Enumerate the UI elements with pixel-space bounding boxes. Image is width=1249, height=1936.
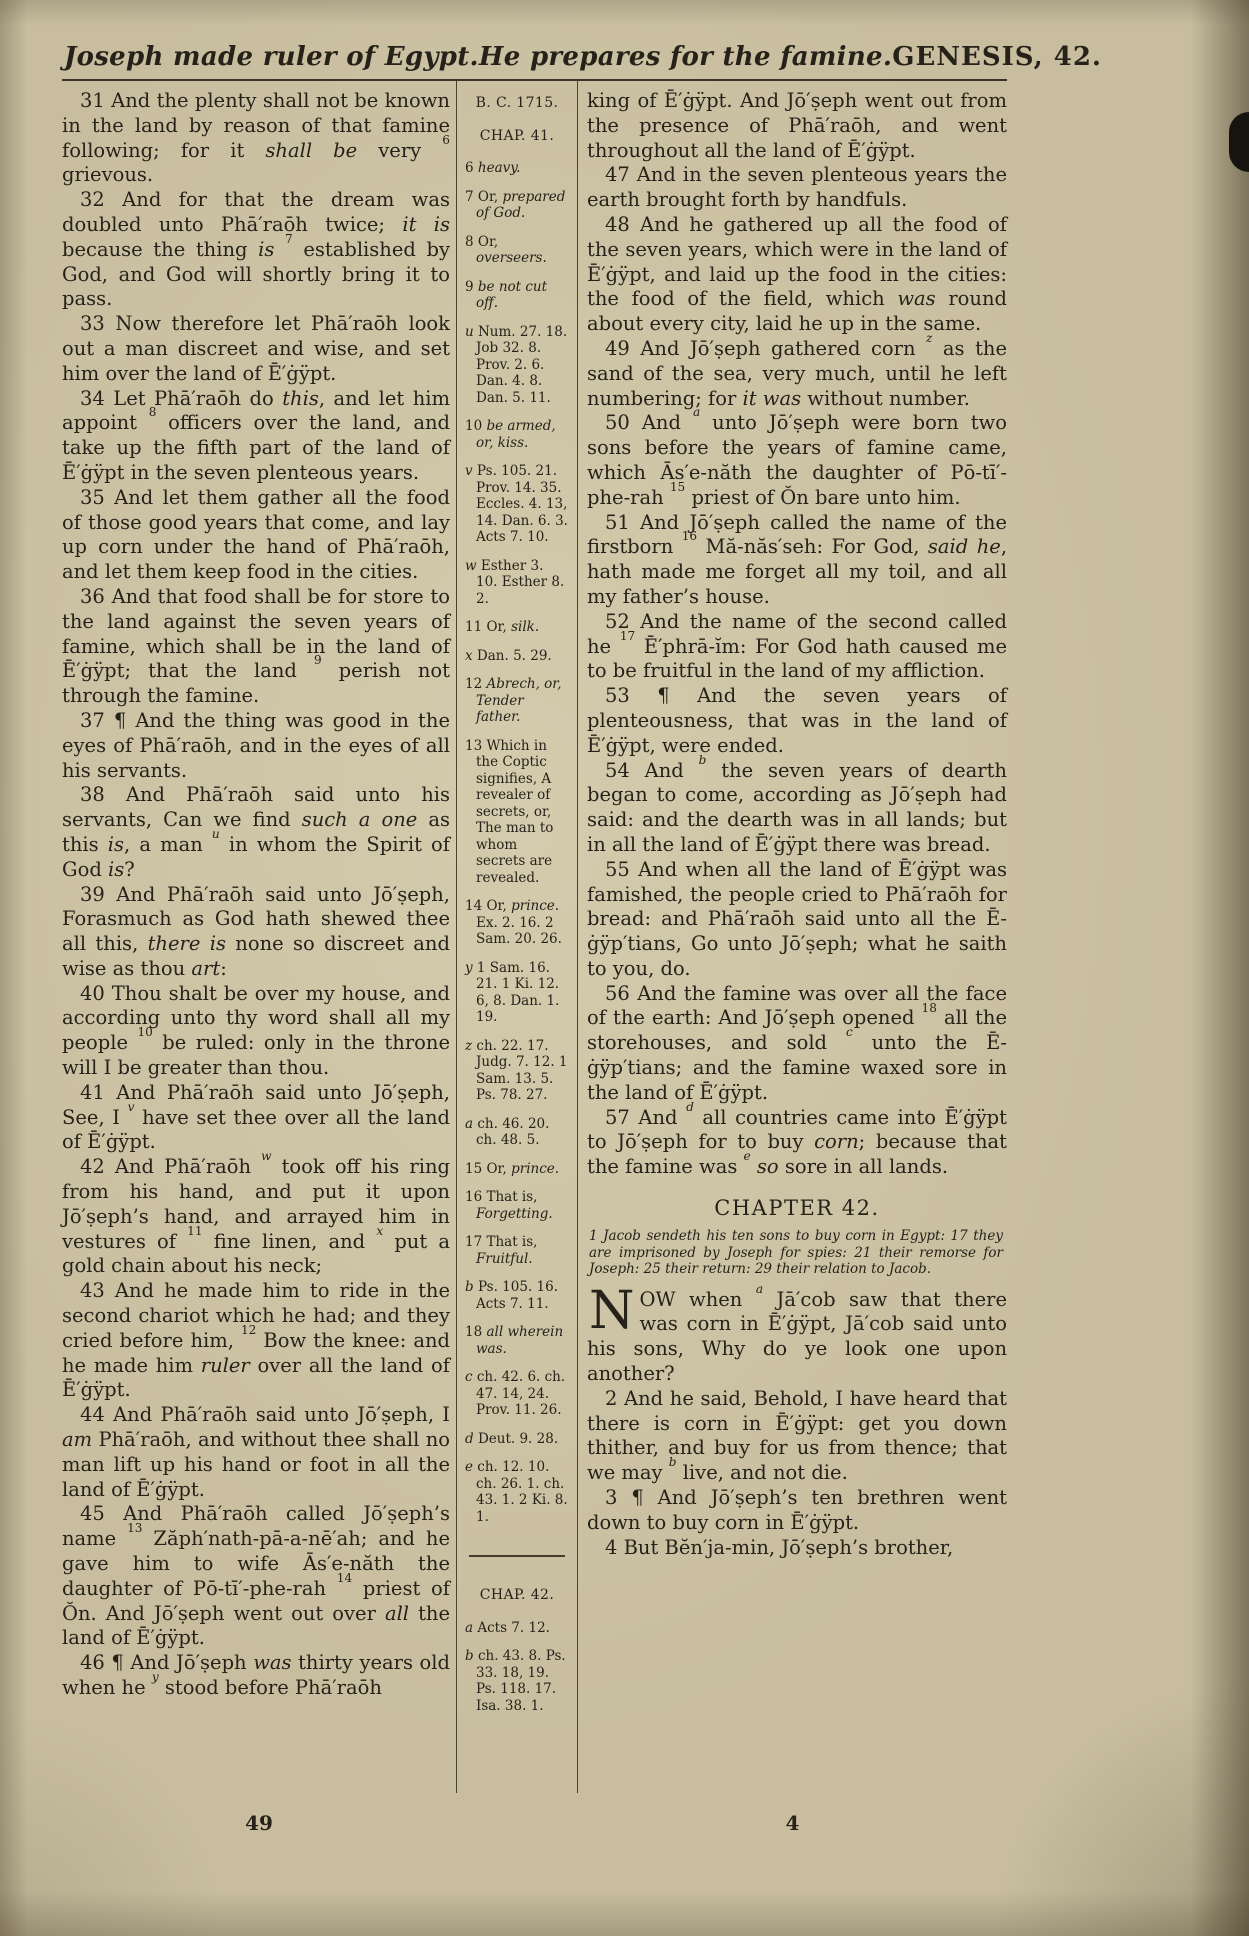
margin-note: b Ps. 105. 16. Acts 7. 11. [465, 1279, 558, 1312]
verse-paragraph: 45 And Phā′raōh called Jō′ṣeph’s name $^{13}$ Zăph′nath-pā-a-nē′ah; and he gave him to wife Ās′e-năth the daughter of Pō-tī′-phe-rah $^{14}$ priest of Ŏn. And Jō′ṣeph went out over all the land of Ē′ġÿpt. [62, 1502, 450, 1650]
page-content [62, 42, 1102, 1835]
margin-note: u Num. 27. 18. Job 32. 8. Prov. 2. 6. Dan. 4. 8. Dan. 5. 11. [465, 323, 568, 406]
chapter-42-verses [587, 1387, 1007, 1561]
verse-paragraph: 51 And Jō′ṣeph called the name of the firstborn $^{16}$ Mă-năs′seh: For God, said he, hath made me forget all my toil, and all my father’s house. [587, 510, 1008, 608]
margin-note: 6 heavy. [465, 160, 521, 176]
verse-paragraph: 34 Let Phā′raōh do this, and let him appoint $^8$ officers over the land, and take up the fifth part of the land of Ē′ġÿpt in the seven plenteous years. [62, 386, 450, 484]
margin-reference-column [456, 81, 578, 1793]
verse-paragraph: 33 Now therefore let Phā′raōh look out a man discreet and wise, and set him over the land of Ē′ġÿpt. [62, 312, 450, 385]
verse-paragraph: 56 And the famine was over all the face of the earth: And Jō′ṣeph opened $^{18}$ all the storehouses, and sold $^c$ unto the Ē-ġÿp′tians; and the famine waxed sore in the land of Ē′ġÿpt. [587, 981, 1008, 1104]
margin-note: y 1 Sam. 16. 21. 1 Ki. 12. 6, 8. Dan. 1. 19. [465, 959, 560, 1025]
margin-note: 14 Or, prince. Ex. 2. 16. 2 Sam. 20. 26. [465, 898, 562, 947]
verse-paragraph: 40 Thou shalt be over my house, and according unto thy word shall all my people $^{10}$ be ruled: only in the throne will I be greater than thou. [62, 981, 450, 1080]
margin-note: B. C. 1715. [475, 95, 559, 111]
margin-note: 8 Or, overseers. [465, 233, 547, 266]
dropcap-letter: N [589, 1280, 635, 1341]
verse-paragraph: 2 And he said, Behold, I have heard that there is corn in Ē′ġÿpt: get you down thither, and buy for us from thence; that we may $^b$ live, and not die. [587, 1386, 1007, 1485]
verse-paragraph: 53 ¶ And the seven years of plenteousness, that was in the land of Ē′ġÿpt, were ended. [587, 684, 1007, 757]
verse-paragraph: 31 And the plenty shall not be known in the land by reason of that famine following; for it shall be very $^6$ grievous. [62, 89, 450, 187]
chapter-42-summary: 1 Jacob sendeth his ten sons to buy corn in Egypt: 17 they are imprisoned by Joseph for spies: 21 their remorse for Joseph: 25 their return: 29 their relation to Jacob. [589, 1228, 1003, 1278]
chapter-42-heading: CHAPTER 42. [714, 1196, 880, 1221]
verse-paragraph: 52 And the name of the second called he $^{17}$ Ē′phrā-ĭm: For God hath caused me to be fruitful in the land of my affliction. [587, 609, 1007, 683]
margin-note: a Acts 7. 12. [465, 1619, 550, 1636]
verse-paragraph: 38 And Phā′raōh said unto his servants, Can we find such a one as this is, a man $^u$ in whom the Spirit of God is? [62, 783, 450, 881]
verse-paragraph: 49 And Jō′ṣeph gathered corn $^z$ as the sand of the sea, very much, until he left numbering; for it was without number. [587, 331, 1008, 410]
running-head-center-title: He prepares for the famine. [478, 42, 893, 72]
verse-paragraph: 36 And that food shall be for store to the land against the seven years of famine, which shall be in the land of Ē′ġÿpt; that the land $^9$ perish not through the famine. [62, 584, 450, 708]
margin-note: x Dan. 5. 29. [465, 647, 552, 664]
verse-paragraph: 32 And for that the dream was doubled unto Phā′raōh twice; it is because the thing is $^7$ established by God, and God will shortly bring it to pass. [62, 188, 450, 311]
verse-paragraph: 42 And Phā′raōh $^w$ took off his ring from his hand, and put it upon Jō′ṣeph’s hand, and arrayed him in vestures of $^{11}$ fine linen, and $^x$ put a gold chain about his neck; [62, 1149, 450, 1278]
verse-paragraph: 43 And he made him to ride in the second chariot which he had; and they cried before him, $^{12}$ Bow the knee: and he made him ruler over all the land of Ē′ġÿpt. [62, 1279, 450, 1402]
verse-paragraph: 3 ¶ And Jō′ṣeph’s ten brethren went down to buy corn in Ē′ġÿpt. [587, 1485, 1007, 1534]
verse-paragraph: 57 And $^d$ all countries came into Ē′ġÿpt to Jō′ṣeph for to buy corn; because that the famine was $^e$ so sore in all lands. [587, 1099, 1007, 1179]
margin-note: d Deut. 9. 28. [465, 1430, 559, 1447]
left-page-number: 49 [245, 1811, 273, 1835]
verse-paragraph: 48 And he gathered up all the food of the seven years, which were in the land of Ē′ġÿpt, and laid up the food in the cities: the food of the field, which was round about every city, laid he up in the same. [587, 212, 1007, 336]
left-text-column [62, 81, 456, 1793]
margin-note: 16 That is, Forgetting. [465, 1189, 553, 1222]
verse-paragraph: 47 And in the seven plenteous years the earth brought forth by handfuls. [587, 163, 1007, 212]
margin-note: 9 be not cut off. [465, 278, 548, 311]
verse-paragraph: 46 ¶ And Jō′ṣeph was thirty years old when he $^y$ stood before Phā′raōh [62, 1651, 450, 1699]
margin-note: 15 Or, prince. [465, 1160, 560, 1177]
right-text-column [578, 81, 1007, 1793]
verse-paragraph: 39 And Phā′raōh said unto Jō′ṣeph, Forasmuch as God hath shewed thee all this, there is none so discreet and wise as thou art: [62, 882, 450, 980]
right-page-number: 4 [785, 1811, 800, 1835]
margin-note: CHAP. 42. [479, 1587, 555, 1603]
margin-note: v Ps. 105. 21. Prov. 14. 35. Eccles. 4. 13, 14. Dan. 6. 3. Acts 7. 10. [465, 463, 568, 545]
page-footer [62, 1811, 1007, 1835]
margin-note: w Esther 3. 10. Esther 8. 2. [465, 557, 565, 607]
footer-spacer [456, 1811, 578, 1835]
verse-paragraph: 54 And $^b$ the seven years of dearth began to come, according as Jō′ṣeph had said: and the dearth was in all lands; but in all the land of Ē′ġÿpt there was bread. [587, 752, 1007, 856]
margin-note: 7 Or, prepared of God. [465, 188, 566, 221]
verse-paragraph: 55 And when all the land of Ē′ġÿpt was famished, the people cried to Phā′raōh for bread: and Phā′raōh said unto all the Ē-ġÿp′tians, Go unto Jō′ṣeph; what he saith to you, do. [587, 857, 1007, 980]
margin-note: z ch. 22. 17. Judg. 7. 12. 1 Sam. 13. 5. Ps. 78. 27. [465, 1037, 568, 1103]
margin-note: e ch. 12. 10. ch. 26. 1. ch. 43. 1. 2 Ki. 8. 1. [465, 1459, 568, 1525]
margin-note: 10 be armed, or, kiss. [465, 418, 556, 451]
verse-paragraph: 4 But Bĕn′ja-min, Jō′ṣeph’s brother, [605, 1535, 954, 1559]
margin-note: a ch. 46. 20. ch. 48. 5. [465, 1115, 550, 1148]
chapter-41-verses [587, 163, 1007, 1180]
margin-note: 13 Which in the Coptic signifies, A revealer of secrets, or, The man to whom secrets are revealed. [465, 737, 554, 886]
chapter-42-verse-1 [587, 1280, 1007, 1387]
verse-paragraph: 35 And let them gather all the food of those good years that come, and lay up corn under the hand of Phā′raōh, and let them keep food in the cities. [62, 485, 450, 584]
margin-note: b ch. 43. 8. Ps. 33. 18, 19. Ps. 118. 17. Isa. 38. 1. [465, 1648, 566, 1714]
verse-1-text: OW when $^a$ Jā′cob saw that there was corn in Ē′ġÿpt, Jā′cob said unto his sons, Why do ye look one upon another? [587, 1281, 1007, 1385]
margin-note: 18 all wherein was. [465, 1324, 564, 1357]
verse-paragraph: 37 ¶ And the thing was good in the eyes of Phā′raōh, and in the eyes of all his servants. [62, 708, 450, 782]
margin-note [469, 1555, 565, 1557]
verse-paragraph: 50 And $^a$ unto Jō′ṣeph were born two sons before the years of famine came, which Ās′e-năth the daughter of Pō-tī′-phe-rah $^{15}$ priest of Ŏn bare unto him. [587, 405, 1007, 509]
margin-note: c ch. 42. 6. ch. 47. 14, 24. Prov. 11. 26. [465, 1369, 566, 1418]
margin-note: 17 That is, Fruitful. [465, 1234, 538, 1267]
running-head-book-reference: GENESIS, 42. [892, 42, 1102, 72]
margin-note: 12 Abrech, or, Tender father. [465, 676, 562, 725]
verse-paragraph: 41 And Phā′raōh said unto Jō′ṣeph, See, I $^v$ have set thee over all the land of Ē′ġÿpt. [62, 1080, 450, 1154]
text-columns [62, 81, 1007, 1793]
margin-note: 11 Or, silk. [465, 619, 540, 635]
verse-paragraph: 44 And Phā′raōh said unto Jō′ṣeph, I am Phā′raōh, and without thee shall no man lift up his hand or foot in all the land of Ē′ġÿpt. [62, 1403, 450, 1501]
margin-note: CHAP. 41. [479, 127, 555, 144]
continuation-paragraph: king of Ē′ġÿpt. And Jō′ṣeph went out from the presence of Phā′raōh, and went throughout all the land of Ē′ġÿpt. [587, 89, 1007, 162]
running-header [62, 42, 1102, 72]
running-head-left-title: Joseph made ruler of Egypt. [64, 42, 479, 72]
ink-blot [1229, 112, 1249, 172]
